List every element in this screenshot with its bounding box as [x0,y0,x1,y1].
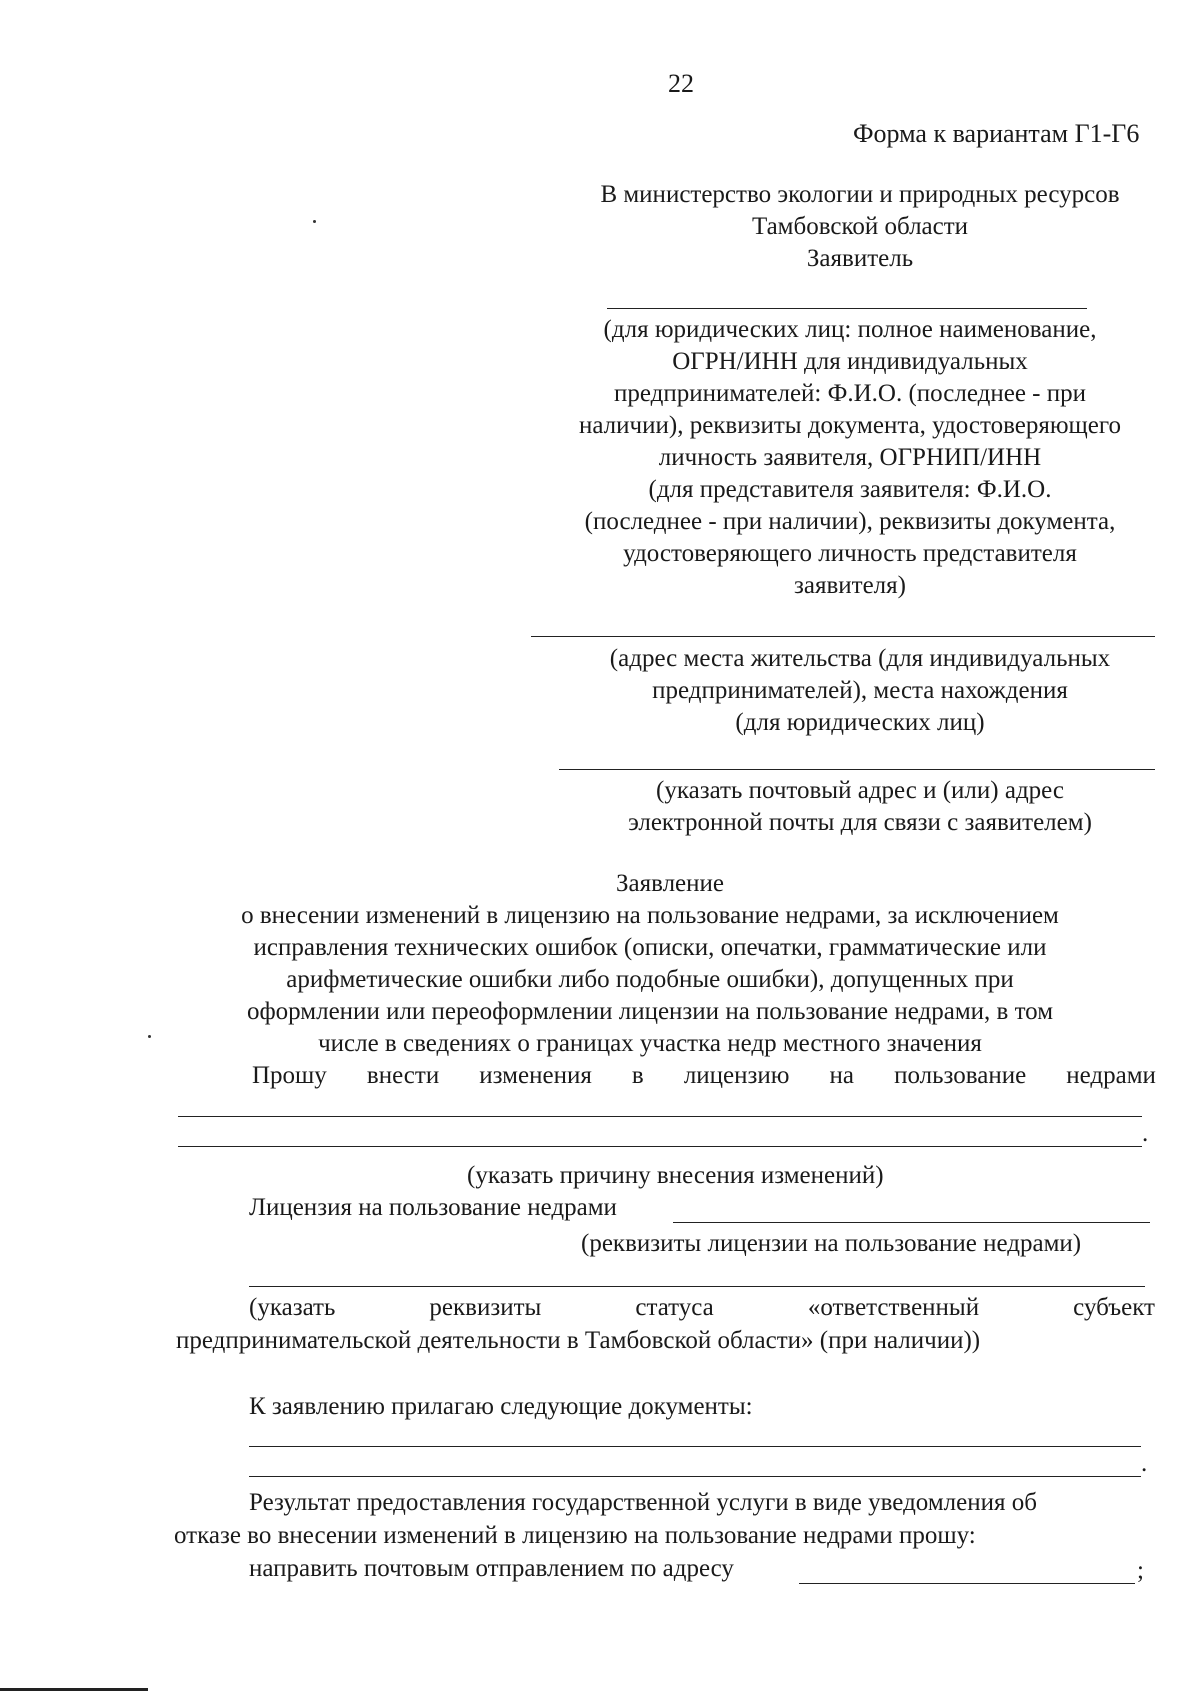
status-word: субъект [1073,1294,1155,1321]
hint-line: удостоверяющего личность представителя [623,540,1077,567]
hint-line: предпринимателей), места нахождения [652,677,1068,704]
reason-field-line-1 [178,1116,1142,1117]
request-word: недрами [1066,1062,1156,1089]
request-word: на [829,1062,855,1089]
hint-line: (последнее - при наличии), реквизиты документа, [584,508,1116,535]
applicant-label: Заявитель [806,245,914,272]
applicant-hint [530,314,1170,602]
address-field-line [531,636,1155,637]
hint-line: электронной почты для связи с заявителем) [628,809,1092,836]
scan-edge-mark [0,1688,148,1691]
subtitle-line: о внесении изменений в лицензию на пользование недрами, за исключением [241,902,1059,929]
status-hint-line-1 [249,1292,1155,1324]
attachments-field-line-2 [249,1476,1141,1477]
page-number: 22 [668,69,694,98]
status-word: (указать [249,1294,336,1321]
request-word: внести [366,1062,440,1089]
result-line-1: Результат предоставления государственной услуги в виде уведомления об [249,1489,1037,1516]
license-field-line [673,1222,1150,1223]
application-title-block [150,868,1150,1060]
recipient-line: Тамбовской области [751,213,969,240]
hint-line: (указать почтовый адрес и (или) адрес [656,777,1064,804]
attachments-field-line-1 [249,1446,1141,1447]
hint-line: заявителя) [794,572,906,599]
applicant-field-line [607,308,1087,309]
request-word: пользование [894,1062,1027,1089]
status-field-line [249,1286,1145,1287]
result-line-2: отказе во внесении изменений в лицензию на пользование недрами прошу: [174,1522,976,1549]
attachments-label: К заявлению прилагаю следующие документы: [249,1393,753,1420]
mail-semicolon: ; [1137,1557,1144,1584]
status-word: статуса [635,1294,714,1321]
license-label: Лицензия на пользование недрами [249,1194,617,1221]
hint-line: (для юридических лиц) [735,709,985,736]
status-word: реквизиты [429,1294,542,1321]
recipient-block [560,179,1160,275]
subtitle-line: числе в сведениях о границах участка недр местного значения [318,1030,982,1057]
hint-line: наличии), реквизиты документа, удостоверяющего [578,412,1122,439]
subtitle-line: оформлении или переоформлении лицензии на пользование недрами, в том [246,998,1054,1025]
reason-field-line-2 [178,1146,1142,1147]
mail-option: направить почтовым отправлением по адресу [249,1555,734,1582]
address-hint [540,643,1180,739]
mail-address-field-line [799,1583,1135,1584]
reason-period: . [1142,1120,1149,1147]
request-word: изменения [479,1062,592,1089]
request-word: Прошу [252,1062,327,1089]
contact-field-line [559,769,1155,770]
status-word: «ответственный [807,1294,980,1321]
subtitle-line: исправления технических ошибок (описки, опечатки, грамматические или [253,934,1047,961]
reason-hint: (указать причину внесения изменений) [467,1162,884,1189]
hint-line: (адрес места жительства (для индивидуальных [609,645,1111,672]
contact-hint [540,775,1180,839]
subtitle-line: арифметические ошибки либо подобные ошибки), допущенных при [286,966,1014,993]
scan-speck [313,220,316,223]
hint-line: ОГРН/ИНН для индивидуальных [672,348,1028,375]
hint-line: предпринимателей: Ф.И.О. (последнее - при [613,380,1087,407]
request-word: в [631,1062,644,1089]
status-hint-line-2: предпринимательской деятельности в Тамбовской области» (при наличии)) [176,1327,981,1354]
hint-line: (для представителя заявителя: Ф.И.О. [648,476,1052,503]
hint-line: личность заявителя, ОГРНИП/ИНН [658,444,1042,471]
attachments-period: . [1141,1450,1148,1477]
recipient-line: В министерство экологии и природных ресурсов [600,181,1120,208]
license-hint: (реквизиты лицензии на пользование недрами) [581,1230,1082,1257]
application-title: Заявление [615,870,725,897]
hint-line: (для юридических лиц: полное наименование, [603,316,1097,343]
request-line [252,1060,1156,1092]
form-label: Форма к вариантам Г1-Г6 [853,119,1140,148]
request-word: лицензию [683,1062,790,1089]
scan-speck [148,1035,151,1038]
